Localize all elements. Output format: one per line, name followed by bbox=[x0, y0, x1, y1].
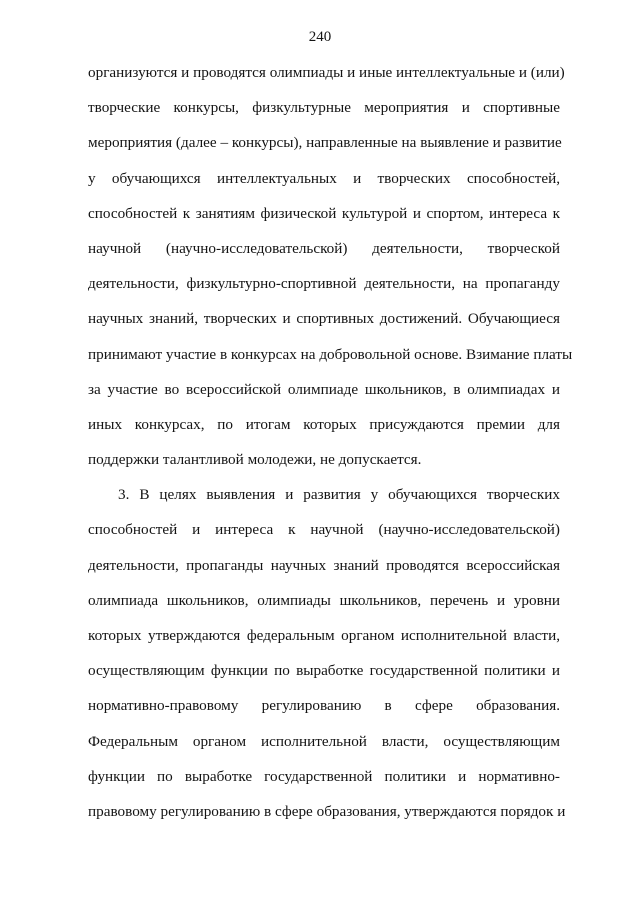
paragraph-line: функции по выработке государственной политики и нормативно- bbox=[88, 767, 560, 785]
paragraph-line: нормативно-правовому регулированию в сфере образования. bbox=[88, 697, 560, 715]
paragraph-line: осуществляющим функции по выработке государственной политики и bbox=[88, 662, 560, 680]
paragraph-line: поддержки талантливой молодежи, не допускается. bbox=[88, 451, 422, 469]
paragraph-line: 3. В целях выявления и развития у обучающихся творческих bbox=[118, 486, 560, 504]
paragraph-line: у обучающихся интеллектуальных и творческих способностей, bbox=[88, 169, 560, 187]
paragraph-line: деятельности, пропаганды научных знаний проводятся всероссийская bbox=[88, 556, 560, 574]
paragraph-line: способностей к занятиям физической культурой и спортом, интереса к bbox=[88, 204, 560, 222]
paragraph-line: за участие во всероссийской олимпиаде школьников, в олимпиадах и bbox=[88, 380, 560, 398]
paragraph-line: мероприятия (далее – конкурсы), направленные на выявление и развитие bbox=[88, 134, 562, 152]
page-number: 240 bbox=[308, 29, 332, 45]
paragraph-line: Федеральным органом исполнительной власти, осуществляющим bbox=[88, 732, 560, 750]
paragraph-line: творческие конкурсы, физкультурные мероприятия и спортивные bbox=[88, 99, 560, 117]
paragraph-line: олимпиада школьников, олимпиады школьников, перечень и уровни bbox=[88, 591, 560, 609]
paragraph-line: организуются и проводятся олимпиады и иные интеллектуальные и (или) bbox=[88, 64, 565, 81]
paragraph-line: принимают участие в конкурсах на добровольной основе. Взимание платы bbox=[88, 345, 573, 363]
paragraph-line: способностей и интереса к научной (научно-исследовательской) bbox=[88, 521, 560, 539]
paragraph-line: научной (научно-исследовательской) деятельности, творческой bbox=[88, 239, 560, 257]
paragraph-line: научных знаний, творческих и спортивных достижений. Обучающиеся bbox=[88, 310, 560, 328]
paragraph-line: деятельности, физкультурно-спортивной деятельности, на пропаганду bbox=[88, 275, 560, 293]
document-body bbox=[88, 62, 573, 836]
paragraph-line: иных конкурсах, по итогам которых присуждаются премии для bbox=[88, 415, 560, 433]
paragraph-line: которых утверждаются федеральным органом исполнительной власти, bbox=[88, 627, 560, 644]
paragraph-line: правовому регулированию в сфере образования, утверждаются порядок и bbox=[88, 802, 566, 820]
